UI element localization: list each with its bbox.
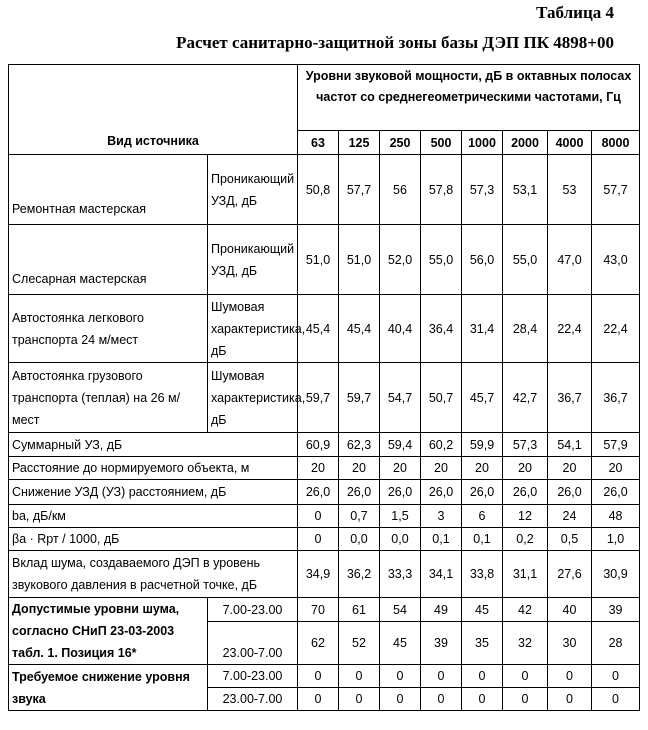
value-cell: 57,9 [592,433,640,457]
value-cell: 45,4 [339,295,380,363]
value-cell: 33,3 [380,551,421,598]
source-type: Шумовая характеристика, дБ [208,363,298,433]
value-cell: 0 [548,688,592,711]
value-cell: 57,3 [503,433,548,457]
value-cell: 27,6 [548,551,592,598]
value-cell: 52,0 [380,225,421,295]
value-cell: 40,4 [380,295,421,363]
value-cell: 0 [298,528,339,551]
value-cell: 0 [548,665,592,688]
table-caption: Таблица 4 [536,3,614,22]
value-cell: 0 [503,665,548,688]
freq-header: 1000 [462,131,503,155]
value-cell: 0,5 [548,528,592,551]
row-label: Суммарный УЗ, дБ [9,433,298,457]
table-row [9,155,640,225]
value-cell: 45 [380,622,421,665]
value-cell: 0 [339,665,380,688]
table-row [9,363,640,433]
row-label: βа · Rрт / 1000, дБ [9,528,298,551]
value-cell: 54 [380,598,421,622]
value-cell: 0,2 [503,528,548,551]
value-cell: 0 [462,665,503,688]
value-cell: 48 [592,505,640,528]
value-cell: 6 [462,505,503,528]
source-header: Вид источника [9,65,298,155]
value-cell: 32 [503,622,548,665]
noise-table [8,64,640,711]
table-row [9,505,640,528]
value-cell: 20 [548,457,592,480]
value-cell: 0 [380,665,421,688]
value-cell: 45,7 [462,363,503,433]
value-cell: 20 [503,457,548,480]
value-cell: 57,8 [421,155,462,225]
value-cell: 57,7 [592,155,640,225]
freq-header: 125 [339,131,380,155]
period-night: 23.00-7.00 [208,622,298,665]
freq-header: 500 [421,131,462,155]
value-cell: 51,0 [339,225,380,295]
value-cell: 28,4 [503,295,548,363]
value-cell: 26,0 [592,480,640,505]
value-cell: 12 [503,505,548,528]
value-cell: 54,1 [548,433,592,457]
value-cell: 31,4 [462,295,503,363]
value-cell: 59,7 [298,363,339,433]
value-cell: 20 [462,457,503,480]
value-cell: 26,0 [503,480,548,505]
source-name: Автостоянка легкового транспорта 24 м/мест [9,295,208,363]
value-cell: 22,4 [548,295,592,363]
table-row [9,457,640,480]
value-cell: 53,1 [503,155,548,225]
value-cell: 61 [339,598,380,622]
table-row [9,528,640,551]
value-cell: 55,0 [421,225,462,295]
freq-header: 8000 [592,131,640,155]
value-cell: 0 [339,688,380,711]
row-label: Вклад шума, создаваемого ДЭП в уровень звукового давления в расчетной точке, дБ [9,551,298,598]
levels-header: Уровни звуковой мощности, дБ в октавных полосах частот со среднегеометрическими частотами, Гц [298,65,640,131]
value-cell: 33,8 [462,551,503,598]
table-row [9,665,640,688]
value-cell: 52 [339,622,380,665]
value-cell: 36,7 [592,363,640,433]
value-cell: 20 [298,457,339,480]
value-cell: 56 [380,155,421,225]
value-cell: 59,9 [462,433,503,457]
value-cell: 57,3 [462,155,503,225]
value-cell: 24 [548,505,592,528]
value-cell: 45,4 [298,295,339,363]
value-cell: 20 [592,457,640,480]
value-cell: 26,0 [462,480,503,505]
value-cell: 0,1 [462,528,503,551]
table-row [9,295,640,363]
value-cell: 0 [421,688,462,711]
page-title: Расчет санитарно-защитной зоны базы ДЭП ПК 4898+00 [176,33,614,52]
value-cell: 45 [462,598,503,622]
value-cell: 40 [548,598,592,622]
value-cell: 0,7 [339,505,380,528]
freq-header: 2000 [503,131,548,155]
value-cell: 20 [421,457,462,480]
value-cell: 47,0 [548,225,592,295]
value-cell: 0 [298,505,339,528]
value-cell: 0 [298,665,339,688]
value-cell: 0 [462,688,503,711]
value-cell: 56,0 [462,225,503,295]
value-cell: 0,0 [380,528,421,551]
required-label: Требуемое снижение уровня звука [9,665,208,711]
value-cell: 60,9 [298,433,339,457]
table-row [9,551,640,598]
value-cell: 26,0 [298,480,339,505]
value-cell: 0,0 [339,528,380,551]
value-cell: 70 [298,598,339,622]
value-cell: 1,0 [592,528,640,551]
value-cell: 34,1 [421,551,462,598]
freq-header: 250 [380,131,421,155]
value-cell: 49 [421,598,462,622]
source-type: Шумовая характеристика, дБ [208,295,298,363]
value-cell: 0 [421,665,462,688]
value-cell: 34,9 [298,551,339,598]
source-name: Ремонтная мастерская [9,155,208,225]
value-cell: 20 [380,457,421,480]
period-day: 7.00-23.00 [208,598,298,622]
value-cell: 57,7 [339,155,380,225]
value-cell: 42,7 [503,363,548,433]
table-row [9,480,640,505]
value-cell: 43,0 [592,225,640,295]
allowed-label: Допустимые уровни шума, согласно СНиП 23-03-2003 табл. 1. Позиция 16* [9,598,208,665]
table-row [9,433,640,457]
value-cell: 39 [592,598,640,622]
source-type: Проникающий УЗД, дБ [208,225,298,295]
value-cell: 22,4 [592,295,640,363]
source-name: Автостоянка грузового транспорта (теплая) на 26 м/мест [9,363,208,433]
value-cell: 50,7 [421,363,462,433]
value-cell: 51,0 [298,225,339,295]
value-cell: 55,0 [503,225,548,295]
value-cell: 53 [548,155,592,225]
source-type: Проникающий УЗД, дБ [208,155,298,225]
value-cell: 0 [380,688,421,711]
row-label: Расстояние до нормируемого объекта, м [9,457,298,480]
value-cell: 59,4 [380,433,421,457]
table-row [9,598,640,622]
value-cell: 3 [421,505,462,528]
value-cell: 0,1 [421,528,462,551]
table-row [9,225,640,295]
value-cell: 62,3 [339,433,380,457]
value-cell: 0 [592,665,640,688]
value-cell: 26,0 [421,480,462,505]
value-cell: 0 [503,688,548,711]
value-cell: 36,7 [548,363,592,433]
row-label: bа, дБ/км [9,505,298,528]
value-cell: 26,0 [339,480,380,505]
period-night: 23.00-7.00 [208,688,298,711]
value-cell: 31,1 [503,551,548,598]
value-cell: 20 [339,457,380,480]
value-cell: 26,0 [380,480,421,505]
period-day: 7.00-23.00 [208,665,298,688]
value-cell: 36,2 [339,551,380,598]
source-name: Слесарная мастерская [9,225,208,295]
value-cell: 30 [548,622,592,665]
value-cell: 39 [421,622,462,665]
value-cell: 50,8 [298,155,339,225]
row-label: Снижение УЗД (УЗ) расстоянием, дБ [9,480,298,505]
value-cell: 0 [298,688,339,711]
freq-header: 63 [298,131,339,155]
value-cell: 42 [503,598,548,622]
value-cell: 60,2 [421,433,462,457]
value-cell: 59,7 [339,363,380,433]
value-cell: 54,7 [380,363,421,433]
freq-header: 4000 [548,131,592,155]
value-cell: 30,9 [592,551,640,598]
value-cell: 1,5 [380,505,421,528]
value-cell: 62 [298,622,339,665]
value-cell: 26,0 [548,480,592,505]
value-cell: 0 [592,688,640,711]
value-cell: 28 [592,622,640,665]
value-cell: 36,4 [421,295,462,363]
value-cell: 35 [462,622,503,665]
